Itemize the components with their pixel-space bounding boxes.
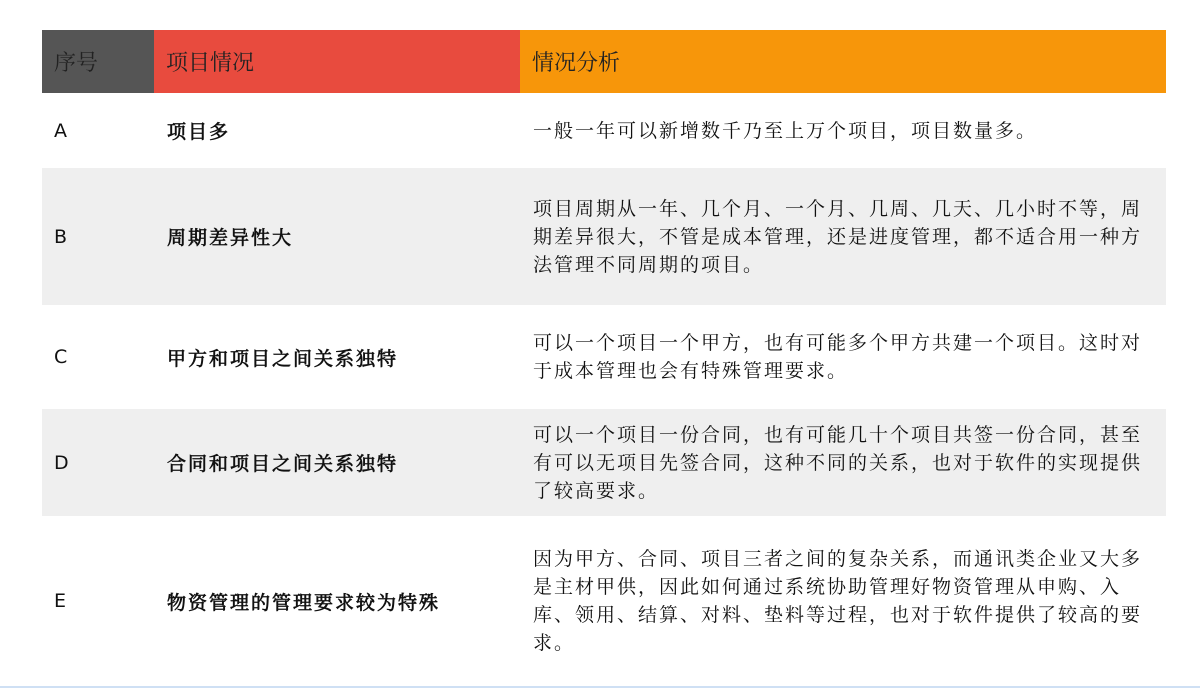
table-row xyxy=(42,516,1166,686)
table-row xyxy=(42,305,1166,409)
row-item: 周期差异性大 xyxy=(167,227,294,249)
row-item: 项目多 xyxy=(167,121,231,143)
header-no: 序号 xyxy=(42,30,154,93)
row-item: 物资管理的管理要求较为特殊 xyxy=(167,591,441,614)
row-no: A xyxy=(54,119,67,142)
row-analysis: 因为甲方、合同、项目三者之间的复杂关系，而通讯类企业又大多是主材甲供，因此如何通过系统协助管理好物资管理从申购、入库、领用、结算、对料、垫料等过程，也对于软件提供了较高的要求。 xyxy=(533,548,1143,654)
row-no: E xyxy=(54,590,67,612)
row-analysis: 项目周期从一年、几个月、一个月、几周、几天、几小时不等，周期差异很大，不管是成本管理，还是进度管理，都不适合用一种方法管理不同周期的项目。 xyxy=(533,197,1143,276)
table-row xyxy=(42,93,1166,168)
table-row xyxy=(42,409,1166,516)
row-no: D xyxy=(54,451,69,474)
row-no: C xyxy=(54,346,68,368)
row-analysis: 一般一年可以新增数千乃至上万个项目，项目数量多。 xyxy=(533,119,1038,142)
analysis-table xyxy=(42,30,1166,686)
row-analysis: 可以一个项目一份合同，也有可能几十个项目共签一份合同，甚至有可以无项目先签合同，这种不同的关系，也对于软件的实现提供了较高要求。 xyxy=(533,423,1143,502)
row-analysis: 可以一个项目一个甲方，也有可能多个甲方共建一个项目。这时对于成本管理也会有特殊管理要求。 xyxy=(533,332,1143,382)
header-analysis: 情况分析 xyxy=(520,30,1166,93)
row-item: 甲方和项目之间关系独特 xyxy=(167,347,399,370)
row-item: 合同和项目之间关系独特 xyxy=(167,453,399,475)
row-no: B xyxy=(54,225,68,248)
table-row xyxy=(42,168,1166,305)
table-header xyxy=(42,30,1166,93)
header-item: 项目情况 xyxy=(154,30,520,93)
